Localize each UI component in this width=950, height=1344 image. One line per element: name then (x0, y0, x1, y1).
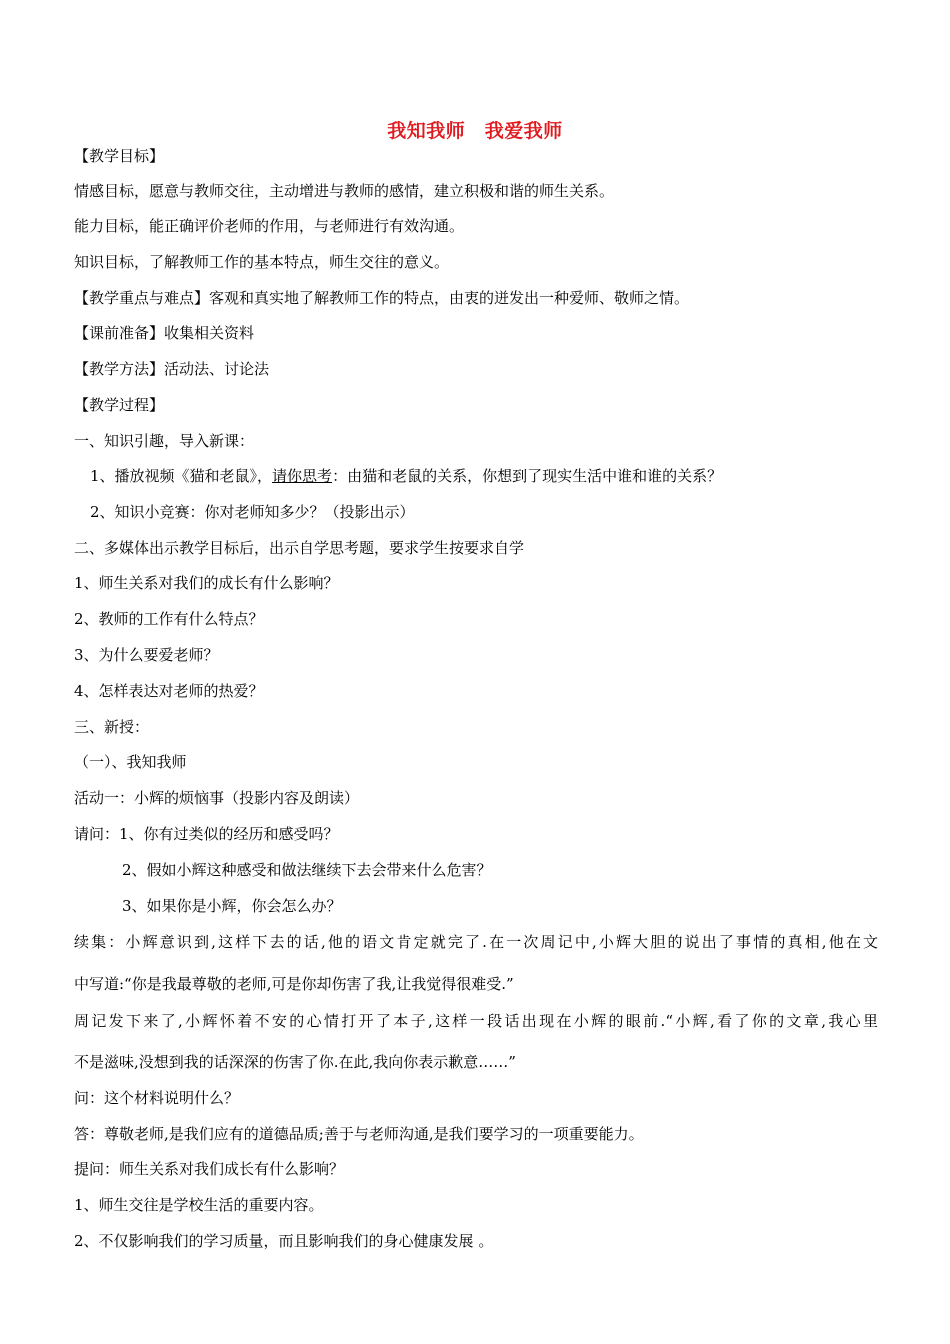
answer-1: 1、师生交往是学校生活的重要内容。 (74, 1196, 324, 1214)
continuation-line-3: 周记发下来了,小辉怀着不安的心情打开了本子,这样一段话出现在小辉的眼前.“小辉,看了你的文章,我心里 (74, 1012, 878, 1030)
keypoints-label: 【教学重点与难点】 (74, 289, 210, 307)
goal-knowledge: 知识目标，了解教师工作的基本特点，师生交往的意义。 (74, 253, 450, 271)
question-text: ：由猫和老鼠的关系，你想到了现实生活中谁和谁的关系？ (332, 467, 723, 485)
video-text: 1、播放视频《猫和老鼠》， (90, 467, 273, 485)
ask-1: 请问：1、你有过类似的经历和感受吗？ (74, 825, 339, 843)
section-one-item-1 (90, 466, 722, 486)
continuation-line-1: 续集：小辉意识到,这样下去的话,他的语文肯定就完了.在一次周记中,小辉大胆的说出了事情的真相,他在文 (74, 933, 878, 951)
goal-ability: 能力目标，能正确评价老师的作用，与老师进行有效沟通。 (74, 217, 465, 235)
heading-teaching-goals: 【教学目标】 (74, 147, 165, 165)
think-underlined: 请你思考 (272, 467, 333, 485)
question-material: 问：这个材料说明什么？ (74, 1089, 240, 1107)
prep-label: 【课前准备】 (74, 324, 165, 342)
activity-one: 活动一：小辉的烦恼事（投影内容及朗读） (74, 789, 360, 807)
heading-process: 【教学过程】 (74, 396, 165, 414)
ask-relationship: 提问：师生关系对我们成长有什么影响？ (74, 1160, 345, 1178)
method-paragraph (74, 359, 269, 379)
answer-2: 2、不仅影响我们的学习质量，而且影响我们的身心健康发展 。 (74, 1232, 494, 1250)
continuation-line-4: 不是滋味,没想到我的话深深的伤害了你.在此,我向你表示歉意……” (74, 1053, 516, 1071)
ask-2: 2、假如小辉这种感受和做法继续下去会带来什么危害？ (122, 861, 492, 879)
section-three-heading: 三、新授： (74, 718, 150, 736)
method-label: 【教学方法】 (74, 360, 165, 378)
section-one-heading: 一、知识引趣，导入新课： (74, 432, 255, 450)
subsection-one: （一）、我知我师 (74, 753, 187, 771)
method-text: 活动法、讨论法 (164, 360, 270, 378)
prep-paragraph (74, 323, 254, 343)
keypoints-text: 客观和真实地了解教师工作的特点，由衷的迸发出一种爱师、敬师之情。 (209, 289, 690, 307)
goal-emotion: 情感目标，愿意与教师交往，主动增进与教师的感情，建立积极和谐的师生关系。 (74, 182, 615, 200)
continuation-line-2: 中写道:“你是我最尊敬的老师,可是你却伤害了我,让我觉得很难受.” (74, 975, 514, 993)
prep-text: 收集相关资料 (164, 324, 255, 342)
section-one-item-2: 2、知识小竞赛：你对老师知多少？（投影出示） (90, 503, 415, 521)
question-1: 1、师生关系对我们的成长有什么影响？ (74, 574, 339, 592)
question-3: 3、为什么要爱老师？ (74, 646, 219, 664)
keypoints-paragraph (74, 288, 689, 308)
answer-material: 答：尊敬老师,是我们应有的道德品质;善于与老师沟通,是我们要学习的一项重要能力。 (74, 1125, 644, 1143)
section-two-heading: 二、多媒体出示教学目标后，出示自学思考题，要求学生按要求自学 (74, 539, 525, 557)
ask-3: 3、如果你是小辉，你会怎么办？ (122, 897, 342, 915)
document-title: 我知我师 我爱我师 (387, 120, 563, 142)
question-4: 4、怎样表达对老师的热爱？ (74, 682, 264, 700)
question-2: 2、教师的工作有什么特点？ (74, 610, 264, 628)
